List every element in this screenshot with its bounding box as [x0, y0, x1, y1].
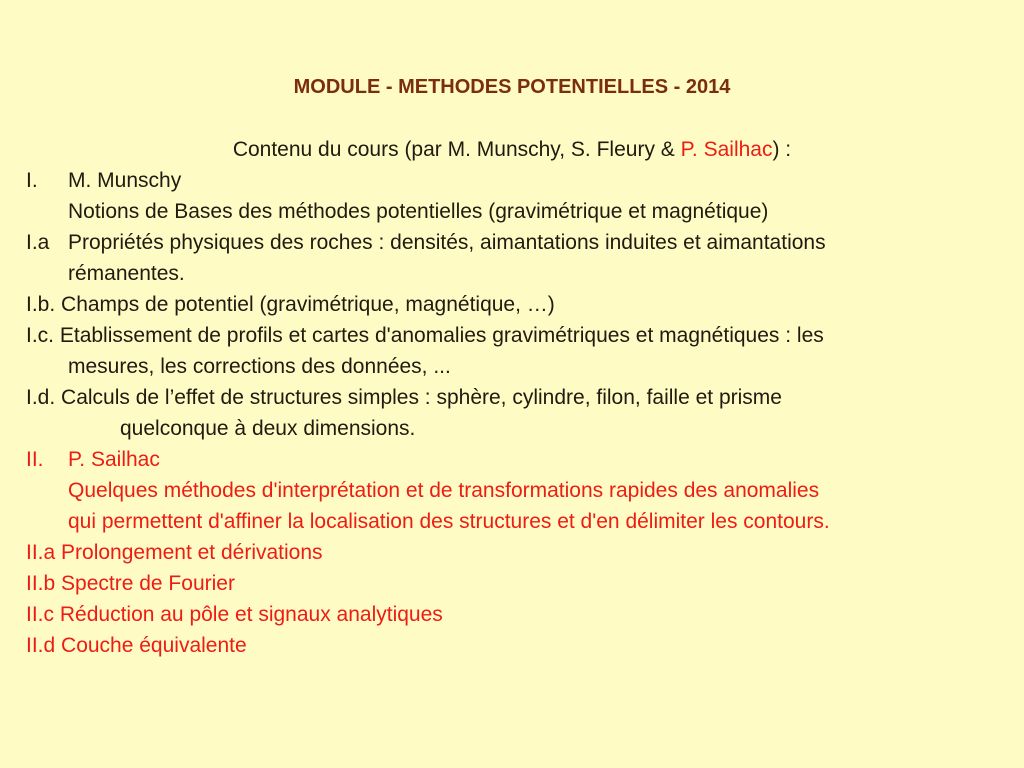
section2-subtitle-line1: Quelques méthodes d'interprétation et de transformations rapides des anomalies [68, 479, 820, 502]
intro-suffix: ) : [772, 138, 792, 161]
item-1c-continuation: mesures, les corrections des données, ... [68, 355, 451, 378]
section2-heading [26, 447, 160, 473]
section1-author: M. Munschy [68, 169, 182, 192]
item-1b-text: Champs de potentiel (gravimétrique, magnétique, …) [61, 293, 555, 316]
item-1b [26, 292, 555, 318]
item-1a-number: I.a [26, 231, 50, 254]
item-2d [26, 633, 247, 659]
section2-number: II. [26, 448, 44, 471]
section1-subtitle: Notions de Bases des méthodes potentielles (gravimétrique et magnétique) [68, 200, 769, 223]
item-1a [26, 230, 826, 256]
item-1d-number: I.d. [26, 386, 56, 409]
item-2a-text: Prolongement et dérivations [61, 541, 323, 564]
item-2b [26, 571, 235, 597]
section1-number: I. [26, 169, 38, 192]
section2-subtitle-line2: qui permettent d'affiner la localisation des structures et d'en délimiter les contours. [68, 510, 830, 533]
item-2a [26, 540, 323, 566]
page-title: MODULE - METHODES POTENTIELLES - 2014 [293, 76, 731, 98]
item-2a-number: II.a [26, 541, 56, 564]
section2-author: P. Sailhac [68, 448, 160, 471]
intro-prefix: Contenu du cours (par M. Munschy, S. Fleury & [232, 138, 681, 161]
item-2c-number: II.c [26, 603, 55, 626]
item-2d-text: Couche équivalente [61, 634, 247, 657]
item-1c-number: I.c. [26, 324, 55, 347]
item-1c [26, 323, 824, 349]
intro-highlight: P. Sailhac [680, 138, 773, 161]
item-2c-text: Réduction au pôle et signaux analytiques [59, 603, 443, 626]
item-2c [26, 602, 443, 628]
item-1c-text: Etablissement de profils et cartes d'anomalies gravimétriques et magnétiques : les [59, 324, 824, 347]
item-1d-text: Calculs de l’effet de structures simples : sphère, cylindre, filon, faille et prisme [61, 386, 782, 409]
item-2b-number: II.b [26, 572, 56, 595]
item-1a-text: Propriétés physiques des roches : densités, aimantations induites et aimantations [68, 231, 826, 254]
item-1a-continuation: rémanentes. [68, 262, 185, 285]
item-1b-number: I.b. [26, 293, 56, 316]
course-intro [0, 137, 1024, 163]
item-2d-number: II.d [26, 634, 56, 657]
item-1d-continuation: quelconque à deux dimensions. [120, 417, 416, 440]
item-1d [26, 385, 782, 411]
section1-heading [26, 168, 181, 194]
item-2b-text: Spectre de Fourier [61, 572, 235, 595]
